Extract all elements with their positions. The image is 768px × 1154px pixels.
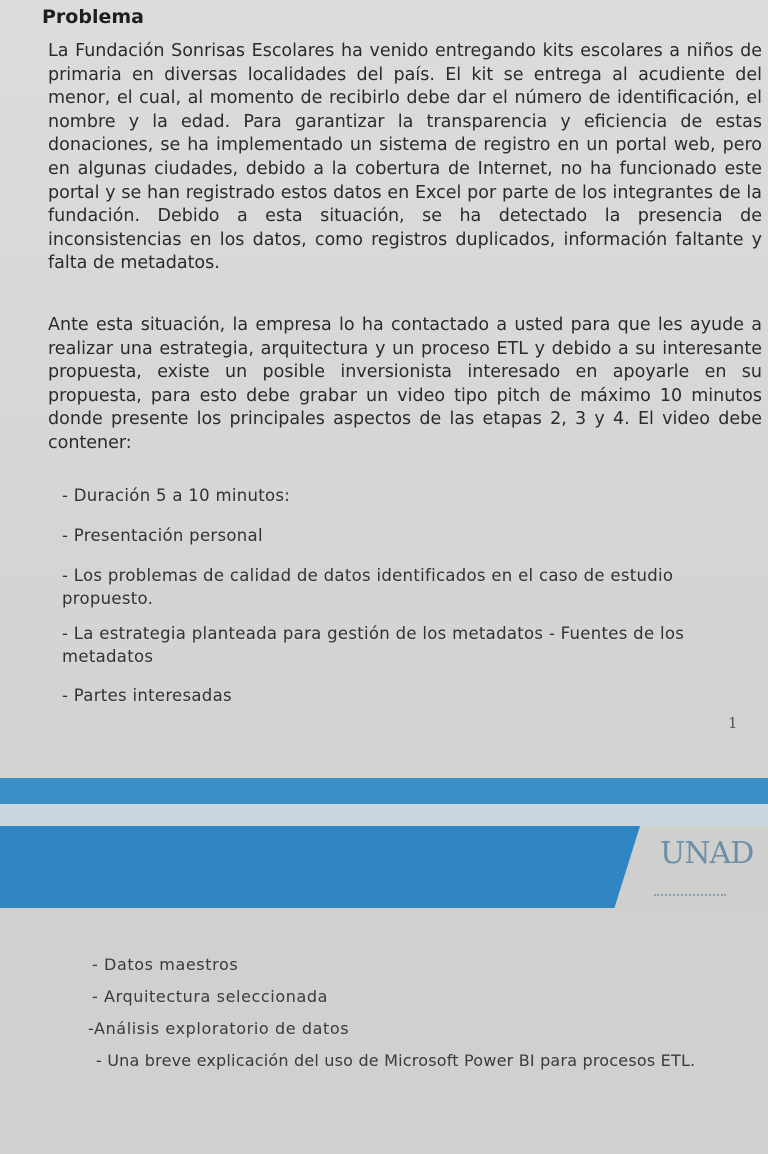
list-item-personal-presentation: - Presentación personal <box>62 526 263 545</box>
list-item-master-data: - Datos maestros <box>92 955 239 974</box>
paragraph-context: La Fundación Sonrisas Escolares ha venido entregando kits escolares a niños de primaria en diversas localidades del país. El kit se entrega al acudiente del menor, el cual, al momento de recibirlo debe dar el número de identificación, el nombre y la edad. Para garantizar la transparencia y eficiencia de estas donaciones, se ha implementado un sistema de registro en un portal web, pero en algunas ciudades, debido a la cobertura de Internet, no ha funcionado este portal y se han registrado estos datos en Excel por parte de los integrantes de la fundación. Debido a esta situación, se ha detectado la presencia de inconsistencias en los datos, como registros duplicados, información faltante y falta de metadatos. <box>48 41 762 274</box>
footer-blue-band <box>0 826 640 908</box>
list-item-metadata-strategy: - La estrategia planteada para gestión de los metadatos - Fuentes de los metadatos <box>62 624 685 666</box>
list-item-quality-problems: - Los problemas de calidad de datos identificados en el caso de estudio propuesto. <box>62 566 674 608</box>
footer-stripe <box>0 778 768 804</box>
paragraph-request: Ante esta situación, la empresa lo ha contactado a usted para que les ayude a realizar una estrategia, arquitectura y un proceso ETL y debido a su interesante propuesta, existe un posible inversionista interesado en apoyarle en su propuesta, para esto debe grabar un video tipo pitch de máximo 10 minutos donde presente los principales aspectos de las etapas 2, 3 y 4. El video debe contener: <box>48 315 762 453</box>
logo-subtitle-line <box>654 894 726 900</box>
section-title: Problema <box>42 6 144 28</box>
unad-logo: UNAD <box>660 836 754 871</box>
page-number: 1 <box>728 714 738 732</box>
list-item-architecture: - Arquitectura seleccionada <box>92 987 329 1006</box>
list-item-stakeholders: - Partes interesadas <box>62 686 232 705</box>
list-item-power-bi: - Una breve explicación del uso de Microsoft Power BI para procesos ETL. <box>96 1051 696 1070</box>
footer-light-band <box>0 804 768 826</box>
list-item-duration: - Duración 5 a 10 minutos: <box>62 486 291 505</box>
list-item-exploratory-analysis: -Análisis exploratorio de datos <box>88 1019 350 1038</box>
